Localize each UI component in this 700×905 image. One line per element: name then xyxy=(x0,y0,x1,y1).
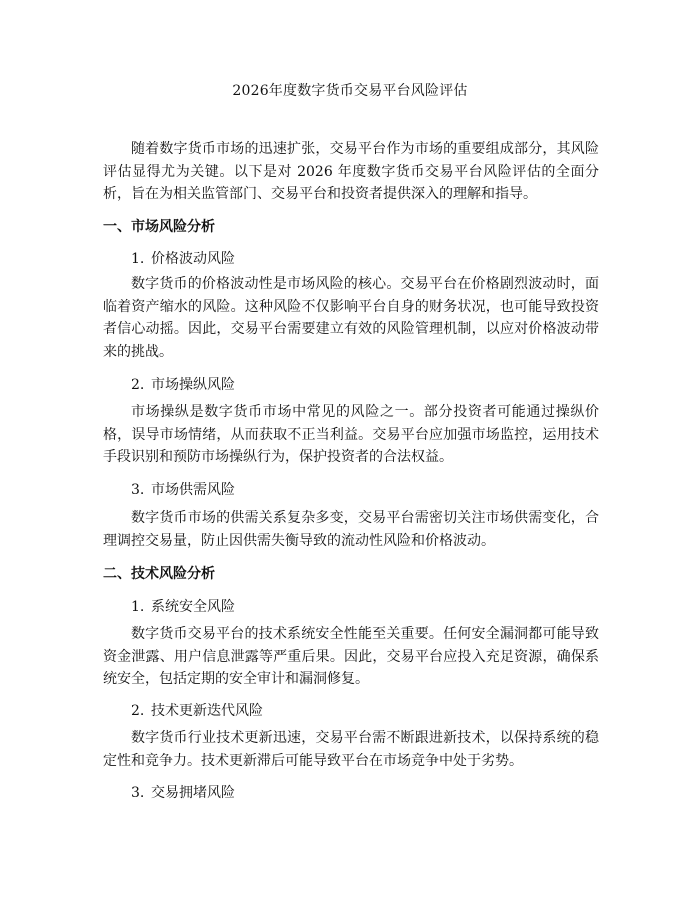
subheading-market-manipulation xyxy=(131,374,235,394)
paragraph-price-volatility: 数字货币的价格波动性是市场风险的核心。交易平台在价格剧烈波动时，面临着资产缩水的风险。这种风险不仅影响平台自身的财务状况，也可能导致投资者信心动摇。因此，交易平台需要建立有效的风险管理机制，以应对价格波动带来的挑战。 xyxy=(103,276,599,360)
subheading-system-security xyxy=(131,596,235,616)
section-heading-market-risk: 一、市场风险分析 xyxy=(103,219,215,235)
subheading-trade-congestion xyxy=(131,782,235,802)
subheading-number: 1. xyxy=(131,599,145,615)
subheading-tech-iteration xyxy=(131,700,263,720)
subheading-number: 2. xyxy=(131,703,145,719)
document-title: 2026年度数字货币交易平台风险评估 xyxy=(232,83,468,99)
subheading-label: 技术更新迭代风险 xyxy=(151,703,263,719)
subheading-label: 市场供需风险 xyxy=(151,482,235,498)
subheading-label: 系统安全风险 xyxy=(151,599,235,615)
subheading-label: 市场操纵风险 xyxy=(151,377,235,393)
paragraph-tech-iteration: 数字货币行业技术更新迅速，交易平台需不断跟进新技术，以保持系统的稳定性和竞争力。技术更新滞后可能导致平台在市场竞争中处于劣势。 xyxy=(103,730,599,769)
subheading-number: 2. xyxy=(131,377,145,393)
subheading-number: 1. xyxy=(131,251,145,267)
subheading-supply-demand xyxy=(131,479,235,499)
section-heading-technical-risk: 二、技术风险分析 xyxy=(103,566,215,582)
paragraph-supply-demand: 数字货币市场的供需关系复杂多变，交易平台需密切关注市场供需变化，合理调控交易量，防止因供需失衡导致的流动性风险和价格波动。 xyxy=(103,510,599,549)
paragraph-system-security: 数字货币交易平台的技术系统安全性能至关重要。任何安全漏洞都可能导致资金泄露、用户信息泄露等严重后果。因此，交易平台应投入充足资源，确保系统安全，包括定期的安全审计和漏洞修复。 xyxy=(103,626,599,687)
subheading-label: 交易拥堵风险 xyxy=(151,785,235,801)
intro-paragraph: 随着数字货币市场的迅速扩张，交易平台作为市场的重要组成部分，其风险评估显得尤为关键。以下是对 2026 年度数字货币交易平台风险评估的全面分析，旨在为相关监管部门、交易平台和投资者提供深入的理解和指导。 xyxy=(103,141,599,202)
subheading-number: 3. xyxy=(131,482,145,498)
paragraph-market-manipulation: 市场操纵是数字货币市场中常见的风险之一。部分投资者可能通过操纵价格，误导市场情绪，从而获取不正当利益。交易平台应加强市场监控，运用技术手段识别和预防市场操纵行为，保护投资者的合法权益。 xyxy=(103,404,599,465)
subheading-number: 3. xyxy=(131,785,145,801)
subheading-price-volatility xyxy=(131,248,235,268)
subheading-label: 价格波动风险 xyxy=(151,251,235,267)
